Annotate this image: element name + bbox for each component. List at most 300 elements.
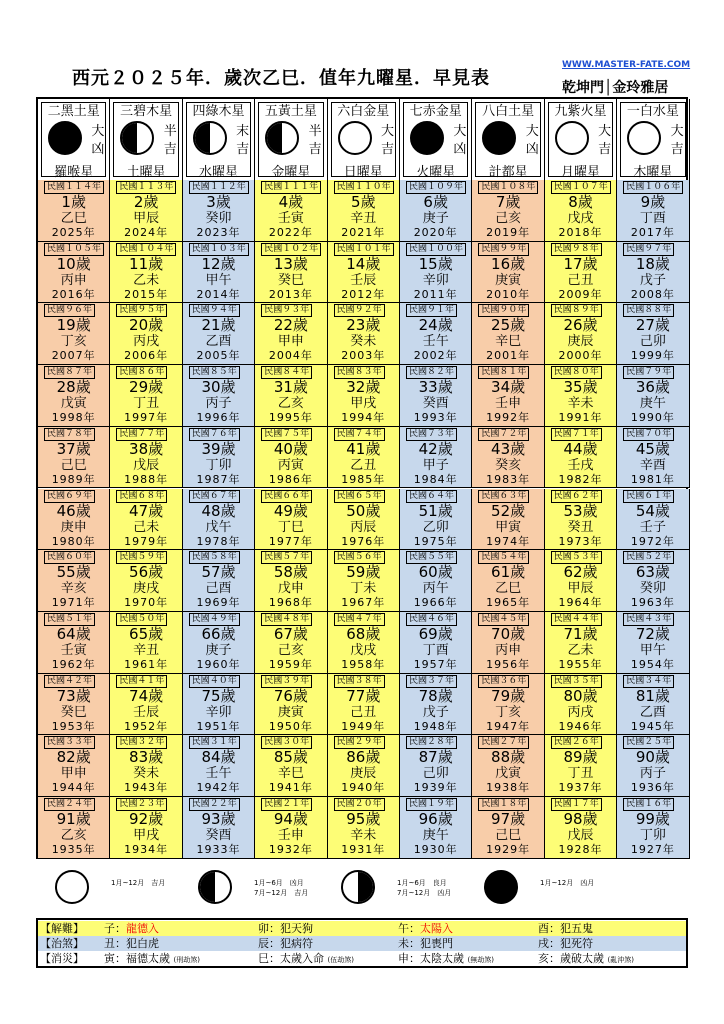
age-cell	[328, 427, 400, 489]
roc-year: 民國５６年	[334, 551, 385, 564]
age-cell	[183, 427, 255, 489]
ganzhi: 丙申	[60, 272, 87, 288]
roc-year: 民國９１年	[406, 304, 457, 317]
age: 48歲	[201, 501, 236, 520]
half-moon-icon	[265, 121, 299, 155]
age: 91歲	[56, 810, 91, 828]
ganzhi: 甲申	[60, 766, 87, 782]
ganzhi: 戊午	[205, 519, 232, 535]
western-year: 2023年	[196, 226, 241, 239]
roc-year: 民國８５年	[189, 366, 240, 379]
age: 63歲	[635, 563, 670, 582]
roc-year: 民國４１年	[116, 675, 167, 688]
roc-year: 民國８７年	[44, 366, 95, 379]
western-year: 1997年	[124, 411, 169, 425]
ganzhi: 己酉	[205, 581, 232, 597]
age-cell	[110, 242, 182, 304]
age-cell	[38, 674, 110, 736]
fortune-level: 半	[163, 124, 177, 139]
age: 4歲	[278, 193, 304, 211]
age-cell	[328, 612, 400, 674]
fortune-level: 大	[91, 124, 105, 139]
header-1	[38, 99, 110, 180]
age: 53歲	[563, 501, 598, 520]
roc-year: 民國２６年	[551, 736, 602, 749]
age-cell	[328, 242, 400, 304]
age: 54歲	[635, 501, 670, 520]
age: 62歲	[563, 563, 598, 582]
western-year: 2021年	[341, 226, 386, 239]
age-cell	[328, 797, 400, 859]
roc-year: 民國３４年	[623, 675, 674, 688]
planet-name: 木曜星	[633, 165, 673, 180]
roc-year: 民國４３年	[623, 613, 674, 626]
fortune-level: 大	[670, 124, 684, 139]
age-cell	[400, 612, 472, 674]
western-year: 1978年	[196, 534, 241, 548]
ganzhi: 癸酉	[205, 828, 232, 843]
roc-year: 民國５９年	[116, 551, 167, 564]
western-year: 1977年	[268, 534, 313, 548]
age-cell	[617, 489, 689, 551]
age: 40歲	[273, 439, 308, 458]
ganzhi: 甲戌	[350, 396, 377, 412]
age-cell	[38, 550, 110, 612]
roc-year: 民國７８年	[44, 428, 95, 441]
roc-year: 民國２５年	[623, 736, 674, 749]
roc-year: 民國９３年	[261, 304, 312, 317]
roc-year: 民國３２年	[116, 736, 167, 749]
age: 55歲	[56, 563, 91, 582]
age-cell	[183, 612, 255, 674]
age-cell	[110, 612, 182, 674]
western-year: 1938年	[486, 781, 531, 795]
fortune-type: 凶	[91, 142, 105, 157]
ganzhi: 己亥	[495, 211, 522, 226]
ganzhi: 壬辰	[350, 272, 377, 288]
age: 33歲	[418, 378, 453, 397]
roc-year: 民國３０年	[261, 736, 312, 749]
western-year: 1969年	[196, 596, 241, 610]
age-cell	[110, 180, 182, 242]
ganzhi: 辛未	[350, 828, 377, 843]
age: 29歲	[129, 378, 164, 397]
roc-year: 民國９７年	[623, 243, 674, 256]
roc-year: 民國７０年	[623, 428, 674, 441]
roc-year: 民國６５年	[334, 490, 385, 503]
roc-year: 民國６９年	[44, 490, 95, 503]
roc-year: 民國１１３年	[116, 181, 176, 194]
age: 64歲	[56, 624, 91, 643]
ganzhi: 己卯	[422, 766, 449, 782]
ganzhi: 庚申	[60, 519, 87, 535]
roc-year: 民國１０１年	[334, 243, 394, 256]
age-cell	[400, 735, 472, 797]
age: 16歲	[491, 254, 526, 273]
age: 79歲	[491, 686, 526, 705]
western-year: 1927年	[630, 843, 675, 856]
age: 15歲	[418, 254, 453, 273]
age: 75歲	[201, 686, 236, 705]
fortune-level: 大	[453, 124, 467, 139]
western-year: 1957年	[413, 657, 458, 671]
header-2	[110, 99, 182, 180]
roc-year: 民國９２年	[334, 304, 385, 317]
legend-text-2: 7月~12月 凶月	[397, 889, 452, 897]
roc-year: 民國４２年	[44, 675, 95, 688]
roc-year: 民國１０７年	[551, 181, 611, 194]
full-moon-black-icon	[484, 870, 518, 904]
brand-name: 乾坤門│金玲雅居	[562, 80, 669, 96]
western-year: 1975年	[413, 534, 458, 548]
roc-year: 民國３１年	[189, 736, 240, 749]
western-year: 1988年	[124, 472, 169, 486]
note-wei: 未：犯喪門	[398, 937, 453, 950]
age: 39歲	[201, 439, 236, 458]
western-year: 2022年	[268, 226, 313, 239]
header-6	[400, 99, 472, 180]
western-year: 1930年	[413, 843, 458, 856]
western-year: 1983年	[486, 472, 531, 486]
western-year: 1932年	[268, 843, 313, 856]
header-7	[472, 99, 544, 180]
note-xu: 戌：犯死符	[538, 937, 593, 950]
western-year: 1945年	[630, 719, 675, 733]
western-year: 1999年	[630, 349, 675, 363]
age: 36歲	[635, 378, 670, 397]
star-name: 五黃土星	[264, 104, 317, 119]
ganzhi: 己未	[133, 519, 160, 535]
age-cell	[400, 427, 472, 489]
roc-year: 民國５３年	[551, 551, 602, 564]
western-year: 1971年	[51, 596, 96, 610]
ganzhi: 戊辰	[567, 828, 594, 843]
age-cell	[545, 365, 617, 427]
half-moon-icon	[193, 121, 227, 155]
roc-year: 民國１１１年	[261, 181, 321, 194]
age-cell	[545, 427, 617, 489]
ganzhi: 庚辰	[567, 334, 594, 350]
age-cell	[38, 427, 110, 489]
age-cell	[38, 735, 110, 797]
age-cell	[400, 365, 472, 427]
western-year: 2014年	[196, 287, 241, 301]
roc-year: 民國８６年	[116, 366, 167, 379]
ganzhi: 甲寅	[495, 519, 522, 535]
roc-year: 民國１７年	[551, 798, 602, 811]
header-row	[38, 99, 686, 180]
ganzhi: 己卯	[639, 334, 666, 350]
roc-year: 民國９５年	[116, 304, 167, 317]
age: 65歲	[129, 624, 164, 643]
age-cell	[110, 303, 182, 365]
right-half-moon-icon	[341, 870, 375, 904]
age: 23歲	[346, 316, 381, 335]
age: 10歲	[56, 254, 91, 273]
age-cell	[110, 674, 182, 736]
ganzhi: 乙酉	[639, 704, 666, 720]
roc-year: 民國９０年	[478, 304, 529, 317]
roc-year: 民國８１年	[478, 366, 529, 379]
ganzhi: 癸丑	[567, 519, 594, 535]
age: 43歲	[491, 439, 526, 458]
age: 77歲	[346, 686, 381, 705]
western-year: 1955年	[558, 657, 603, 671]
roc-year: 民國７７年	[116, 428, 167, 441]
roc-year: 民國８３年	[334, 366, 385, 379]
age: 67歲	[273, 624, 308, 643]
ganzhi: 戊寅	[495, 766, 522, 782]
roc-year: 民國８４年	[261, 366, 312, 379]
website-link[interactable]: WWW.MASTER-FATE.COM	[562, 60, 691, 70]
age-cell	[545, 242, 617, 304]
age-cell	[110, 427, 182, 489]
ganzhi: 庚寅	[495, 272, 522, 288]
age: 69歲	[418, 624, 453, 643]
roc-year: 民國３３年	[44, 736, 95, 749]
western-year: 2001年	[486, 349, 531, 363]
ganzhi: 辛亥	[60, 581, 87, 597]
age: 85歲	[273, 748, 308, 767]
age: 96歲	[418, 810, 453, 828]
age: 14歲	[346, 254, 381, 273]
age-cell	[545, 674, 617, 736]
western-year: 2018年	[558, 226, 603, 239]
ganzhi: 辛酉	[639, 457, 666, 473]
ganzhi: 丙午	[422, 581, 449, 597]
western-year: 1986年	[268, 472, 313, 486]
age: 12歲	[201, 254, 236, 273]
note-hai: 亥：歲破太歲 (亂沖煞)	[538, 952, 634, 965]
ganzhi: 乙亥	[60, 828, 87, 843]
roc-year: 民國５８年	[189, 551, 240, 564]
age-cell	[183, 735, 255, 797]
star-name: 二黑土星	[47, 104, 100, 119]
ganzhi: 壬寅	[60, 642, 87, 658]
age-cell	[183, 489, 255, 551]
western-year: 1947年	[486, 719, 531, 733]
age: 31歲	[273, 378, 308, 397]
age: 92歲	[129, 810, 164, 828]
remedy-notes	[36, 918, 688, 968]
star-name: 八白土星	[482, 104, 535, 119]
ganzhi: 壬戌	[567, 457, 594, 473]
age-cell	[38, 242, 110, 304]
note-wu: 午：太陽入	[398, 922, 453, 935]
western-year: 2024年	[124, 226, 169, 239]
western-year: 1944年	[51, 781, 96, 795]
roc-year: 民國９８年	[551, 243, 602, 256]
age: 80歲	[563, 686, 598, 705]
age: 24歲	[418, 316, 453, 335]
age-cell	[110, 797, 182, 859]
age-cell	[400, 180, 472, 242]
ganzhi: 辛丑	[133, 642, 160, 658]
roc-year: 民國６１年	[623, 490, 674, 503]
age-cell	[400, 797, 472, 859]
age: 37歲	[56, 439, 91, 458]
western-year: 1973年	[558, 534, 603, 548]
ganzhi: 辛巳	[277, 766, 304, 782]
roc-year: 民國７９年	[623, 366, 674, 379]
western-year: 2006年	[124, 349, 169, 363]
western-year: 1972年	[630, 534, 675, 548]
age: 74歲	[129, 686, 164, 705]
ganzhi: 甲辰	[567, 581, 594, 597]
western-year: 1992年	[486, 411, 531, 425]
roc-year: 民國４５年	[478, 613, 529, 626]
age: 2歲	[133, 193, 159, 211]
ganzhi: 甲午	[639, 642, 666, 658]
age: 59歲	[346, 563, 381, 582]
age: 71歲	[563, 624, 598, 643]
age-cell	[545, 550, 617, 612]
age: 21歲	[201, 316, 236, 335]
western-year: 1949年	[341, 719, 386, 733]
roc-year: 民國３９年	[261, 675, 312, 688]
ganzhi: 戊寅	[60, 396, 87, 412]
age: 17歲	[563, 254, 598, 273]
age-cell	[545, 489, 617, 551]
western-year: 1931年	[341, 843, 386, 856]
ganzhi: 乙巳	[495, 581, 522, 597]
header-9	[617, 99, 689, 180]
age-cell	[183, 180, 255, 242]
planet-name: 計都星	[488, 165, 528, 180]
ganzhi: 庚辰	[350, 766, 377, 782]
legend-text-1: 1月~6月 凶月	[254, 879, 304, 887]
western-year: 1936年	[630, 781, 675, 795]
ganzhi: 丙寅	[277, 457, 304, 473]
ganzhi: 丙戌	[567, 704, 594, 720]
note-label: 【消災】	[40, 952, 84, 965]
roc-year: 民國７５年	[261, 428, 312, 441]
western-year: 1981年	[630, 472, 675, 486]
western-year: 1929年	[486, 843, 531, 856]
age: 50歲	[346, 501, 381, 520]
western-year: 2025年	[51, 226, 96, 239]
western-year: 1960年	[196, 657, 241, 671]
legend-text-2: 7月~12月 吉月	[254, 889, 309, 897]
roc-year: 民國８２年	[406, 366, 457, 379]
age: 7歲	[495, 193, 521, 211]
ganzhi: 壬午	[422, 334, 449, 350]
roc-year: 民國１１０年	[334, 181, 394, 194]
roc-year: 民國１０９年	[406, 181, 466, 194]
age: 94歲	[273, 810, 308, 828]
notes-row-1	[38, 921, 686, 936]
western-year: 1952年	[124, 719, 169, 733]
age-cell	[255, 797, 327, 859]
age: 66歲	[201, 624, 236, 643]
age-cell	[400, 550, 472, 612]
age: 34歲	[491, 378, 526, 397]
age: 86歲	[346, 748, 381, 767]
roc-year: 民國５４年	[478, 551, 529, 564]
roc-year: 民國４６年	[406, 613, 457, 626]
western-year: 1990年	[630, 411, 675, 425]
western-year: 1928年	[558, 843, 603, 856]
roc-year: 民國２９年	[334, 736, 385, 749]
age-cell	[545, 180, 617, 242]
ganzhi: 丁酉	[639, 211, 666, 226]
roc-year: 民國８０年	[551, 366, 602, 379]
age-cell	[328, 365, 400, 427]
age: 90歲	[635, 748, 670, 767]
ganzhi: 乙卯	[422, 519, 449, 535]
age: 95歲	[346, 810, 381, 828]
age-cell	[545, 797, 617, 859]
age: 3歲	[206, 193, 231, 211]
age-cell	[255, 550, 327, 612]
age-cell	[183, 550, 255, 612]
roc-year: 民國１０８年	[478, 181, 538, 194]
ganzhi: 丁酉	[422, 642, 449, 658]
age-cell	[110, 489, 182, 551]
western-year: 1950年	[268, 719, 313, 733]
western-year: 2020年	[413, 226, 458, 239]
roc-year: 民國２７年	[478, 736, 529, 749]
roc-year: 民國１０４年	[116, 243, 176, 256]
note-label: 【解難】	[40, 922, 84, 935]
western-year: 1953年	[51, 719, 96, 733]
ganzhi: 甲午	[205, 272, 232, 288]
age: 58歲	[273, 563, 308, 582]
western-year: 1948年	[413, 719, 458, 733]
ganzhi: 壬子	[639, 519, 666, 535]
fortune-type: 吉	[670, 142, 684, 157]
ganzhi: 戊申	[277, 581, 304, 597]
roc-year: 民國２０年	[334, 798, 385, 811]
planet-name: 水曜星	[198, 165, 238, 180]
header-3	[183, 99, 255, 180]
roc-year: 民國６３年	[478, 490, 529, 503]
roc-year: 民國４９年	[189, 613, 240, 626]
age-cell	[110, 550, 182, 612]
ganzhi: 辛巳	[495, 334, 522, 350]
fortune-type: 吉	[598, 142, 612, 157]
roc-year: 民國１９年	[406, 798, 457, 811]
ganzhi: 己丑	[567, 272, 594, 288]
ganzhi: 癸未	[350, 334, 377, 350]
roc-year: 民國９９年	[478, 243, 529, 256]
western-year: 1968年	[268, 596, 313, 610]
age-cell	[617, 735, 689, 797]
ganzhi: 庚午	[422, 828, 449, 843]
roc-year: 民國７３年	[406, 428, 457, 441]
western-year: 1961年	[124, 657, 169, 671]
ganzhi: 辛卯	[422, 272, 449, 288]
age: 57歲	[201, 563, 236, 582]
age-cell	[617, 797, 689, 859]
age: 28歲	[56, 378, 91, 397]
ganzhi: 癸卯	[639, 581, 666, 597]
age-cell	[110, 365, 182, 427]
header-4	[255, 99, 327, 180]
note-you: 酉：犯五鬼	[538, 922, 593, 935]
age: 76歲	[273, 686, 308, 705]
ganzhi: 癸亥	[495, 457, 522, 473]
age-cell	[545, 303, 617, 365]
western-year: 1982年	[558, 472, 603, 486]
age-cell	[545, 612, 617, 674]
western-year: 2007年	[51, 349, 96, 363]
western-year: 2013年	[268, 287, 313, 301]
roc-year: 民國４０年	[189, 675, 240, 688]
age: 46歲	[56, 501, 91, 520]
age-cell	[617, 550, 689, 612]
age-cell	[328, 735, 400, 797]
